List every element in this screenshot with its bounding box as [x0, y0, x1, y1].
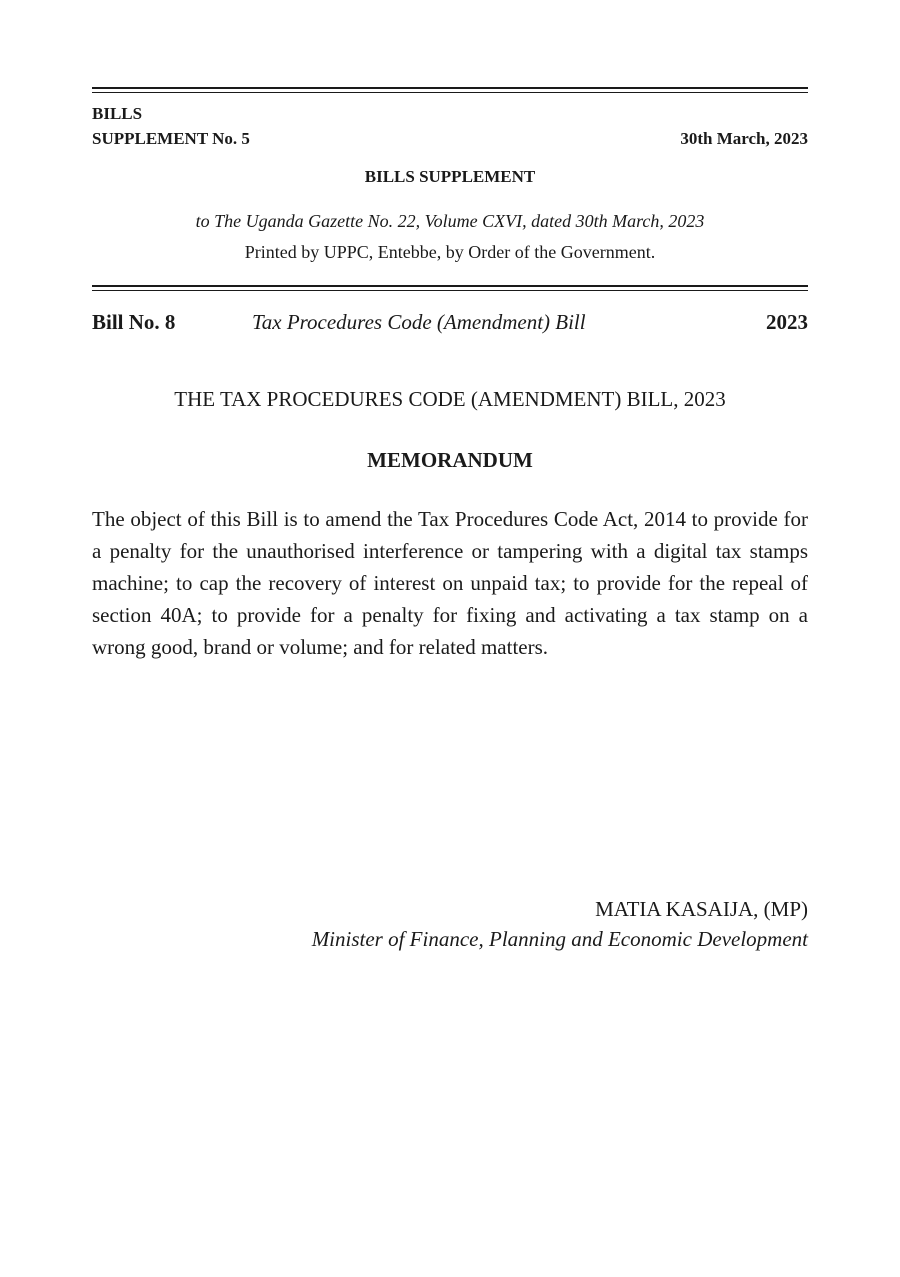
- printer-line: Printed by UPPC, Entebbe, by Order of the Government.: [244, 242, 656, 262]
- bill-full-title: THE TAX PROCEDURES CODE (AMENDMENT) BILL, 2023: [174, 387, 726, 411]
- bill-number: Bill No. 8: [92, 310, 176, 334]
- bill-header-row: [92, 308, 808, 336]
- memorandum-body: The object of this Bill is to amend the Tax Procedures Code Act, 2014 to provide for a penalty for the unauthorised interference or tampering with a digital tax stamps machine; to cap the recovery of interest on unpaid tax; to provide for the repeal of section 40A; to provide for a penalty for fixing and activating a tax stamp on a wrong good, brand or volume; and for related matters.: [92, 507, 808, 659]
- supplement-heading: BILLS SUPPLEMENT: [364, 167, 536, 186]
- memorandum-heading: MEMORANDUM: [367, 448, 533, 472]
- top-double-rule: [92, 87, 808, 93]
- signatory-name: MATIA KASAIJA, (MP): [595, 897, 808, 921]
- supplement-number: SUPPLEMENT No. 5: [92, 129, 250, 148]
- signatory-title: Minister of Finance, Planning and Economic Development: [311, 927, 808, 951]
- supplement-date: 30th March, 2023: [680, 129, 808, 148]
- bill-short-title: Tax Procedures Code (Amendment) Bill: [252, 310, 586, 334]
- middle-double-rule: [92, 285, 808, 291]
- bill-year: 2023: [766, 310, 808, 334]
- document-page: [92, 0, 808, 1277]
- bills-label: BILLS: [92, 104, 143, 123]
- gazette-reference: to The Uganda Gazette No. 22, Volume CXVI, dated 30th March, 2023: [195, 211, 705, 231]
